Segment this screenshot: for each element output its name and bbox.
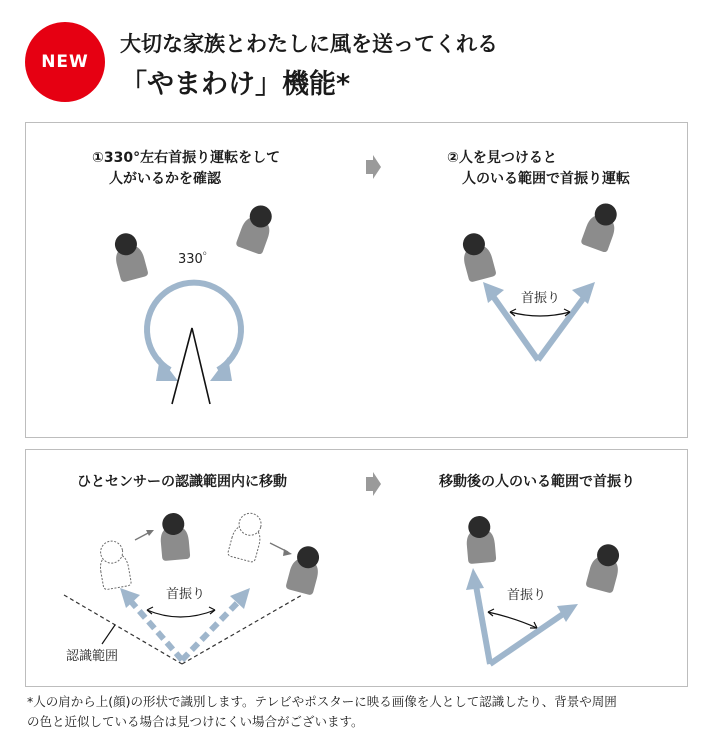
swing-label-3: 首振り bbox=[507, 588, 547, 603]
person-icon-moved-left-2 bbox=[464, 515, 496, 564]
move-arrow-icon-2 bbox=[283, 549, 292, 556]
range-leader-line bbox=[102, 625, 115, 644]
rotation-arc bbox=[147, 283, 241, 370]
person-icon-left bbox=[110, 230, 149, 283]
next-arrow-icon-2 bbox=[366, 472, 381, 496]
swing-arrowhead-left-2 bbox=[466, 568, 484, 590]
person-outline-icon-right bbox=[227, 510, 266, 563]
angle-label: 330゜ bbox=[178, 252, 216, 267]
footnote bbox=[27, 692, 697, 732]
new-badge: NEW bbox=[25, 22, 105, 102]
footnote-line-1: *人の肩から上(顔)の形状で識別します。テレビやポスターに映る画像を人として認識したり、背景や周囲 bbox=[27, 694, 617, 709]
feature-title: 「やまわけ」機能* bbox=[120, 69, 351, 100]
caption-step2-line1: ②人を見つけると bbox=[447, 150, 557, 166]
caption-step1-line1: ①330°左右首振り運転をして bbox=[92, 150, 281, 166]
swing-label: 首振り bbox=[521, 291, 561, 306]
person-outline-icon-left bbox=[96, 539, 132, 590]
caption-step1-line2: 人がいるかを確認 bbox=[109, 171, 221, 187]
swing-indicator-3 bbox=[488, 612, 537, 628]
next-arrow-icon bbox=[366, 155, 381, 179]
caption-move: ひとセンサーの認識範囲内に移動 bbox=[77, 474, 287, 490]
swing-label-2: 首振り bbox=[166, 587, 206, 602]
person-icon-moved-left bbox=[158, 512, 190, 561]
person-icon-left-2 bbox=[458, 230, 497, 283]
footnote-line-2: の色と近似している場合は見つけにくい場合がございます。 bbox=[27, 714, 364, 729]
caption-step2-line2: 人のいる範囲で首振り運転 bbox=[462, 171, 630, 187]
caption-after-move: 移動後の人のいる範囲で首振り bbox=[439, 474, 635, 490]
person-icon-right-2 bbox=[580, 199, 622, 253]
person-icon-moved-right bbox=[285, 543, 324, 596]
fan-beam bbox=[172, 328, 210, 404]
person-icon-right bbox=[235, 201, 277, 255]
range-label: 認識範囲 bbox=[66, 649, 119, 664]
headline: 大切な家族とわたしに風を送ってくれる bbox=[120, 32, 498, 56]
person-icon-moved-right-2 bbox=[585, 541, 624, 594]
swing-indicator bbox=[510, 312, 570, 316]
swing-indicator-2 bbox=[147, 610, 215, 617]
